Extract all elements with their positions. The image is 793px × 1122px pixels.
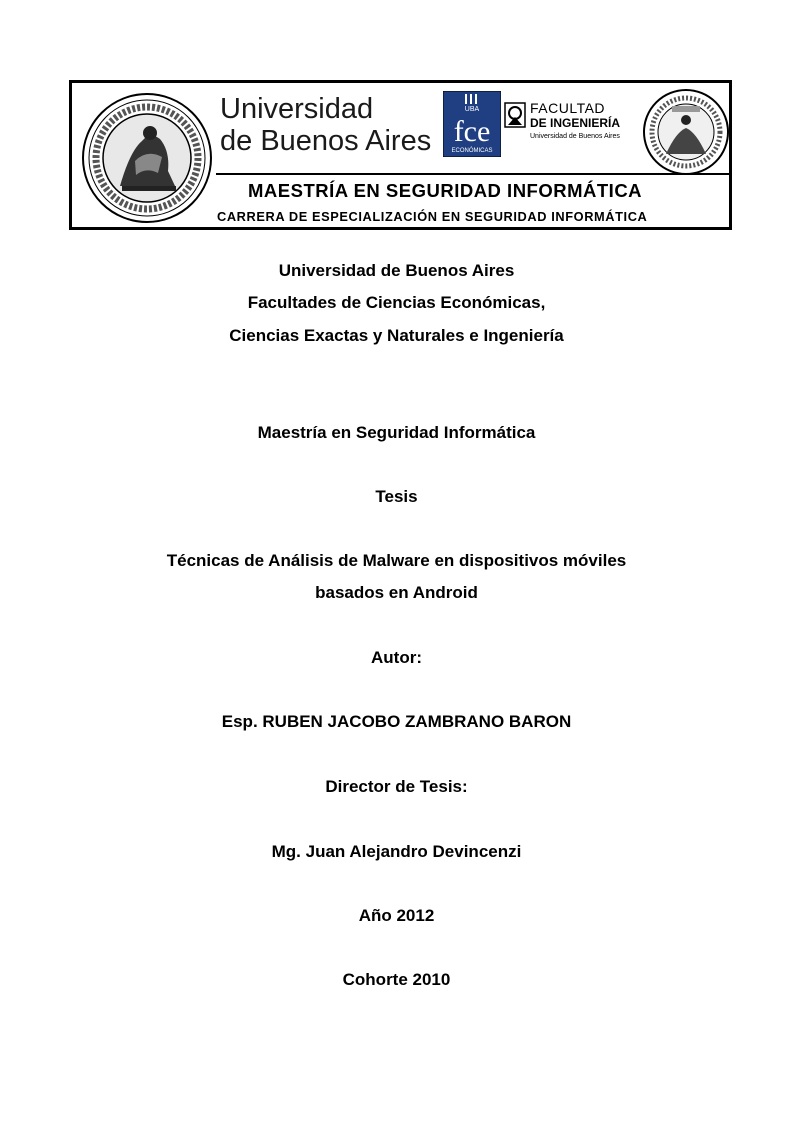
thesis-title-line2: basados en Android (315, 583, 478, 602)
university-logo-line2: de Buenos Aires (220, 125, 432, 157)
program-subtitle: CARRERA DE ESPECIALIZACIÓN EN SEGURIDAD INFORMÁTICA (217, 209, 648, 224)
banner-divider (216, 173, 732, 175)
institution-line1: Universidad de Buenos Aires (278, 261, 515, 280)
author-label: Autor: (371, 648, 422, 667)
fiuba-emblem-icon (504, 101, 526, 129)
fcen-seal-icon (642, 88, 730, 176)
fiuba-logo-line2: DE INGENIERÍA (530, 116, 621, 130)
director-name: Mg. Juan Alejandro Devincenzi (271, 842, 522, 861)
fiuba-logo-line3: Universidad de Buenos Aires (530, 133, 620, 140)
fce-logo-icon (443, 91, 501, 157)
author-name: Esp. RUBEN JACOBO ZAMBRANO BARON (221, 712, 572, 731)
institution-line2: Facultades de Ciencias Económicas, (247, 293, 546, 312)
year: Año 2012 (358, 906, 435, 925)
cohort: Cohorte 2010 (342, 970, 451, 989)
university-logo-line1: Universidad (220, 93, 374, 125)
uba-seal-icon (80, 91, 214, 225)
university-logo-wordmark (220, 93, 431, 157)
degree-name: Maestría en Seguridad Informática (257, 423, 536, 442)
header-banner (69, 80, 732, 230)
document-type: Tesis (375, 487, 418, 506)
fiuba-logo-line1: FACULTAD (530, 100, 606, 116)
institution-line3: Ciencias Exactas y Naturales e Ingeniería (229, 326, 564, 345)
director-label: Director de Tesis: (325, 777, 468, 796)
thesis-title-line1: Técnicas de Análisis de Malware en dispositivos móviles (166, 551, 627, 570)
fce-logo-sub: ECONÓMICAS (451, 148, 493, 154)
fce-logo-top: UBA (464, 106, 480, 113)
program-title: MAESTRÍA EN SEGURIDAD INFORMÁTICA (248, 180, 643, 201)
fce-logo-text: fce (453, 115, 491, 148)
